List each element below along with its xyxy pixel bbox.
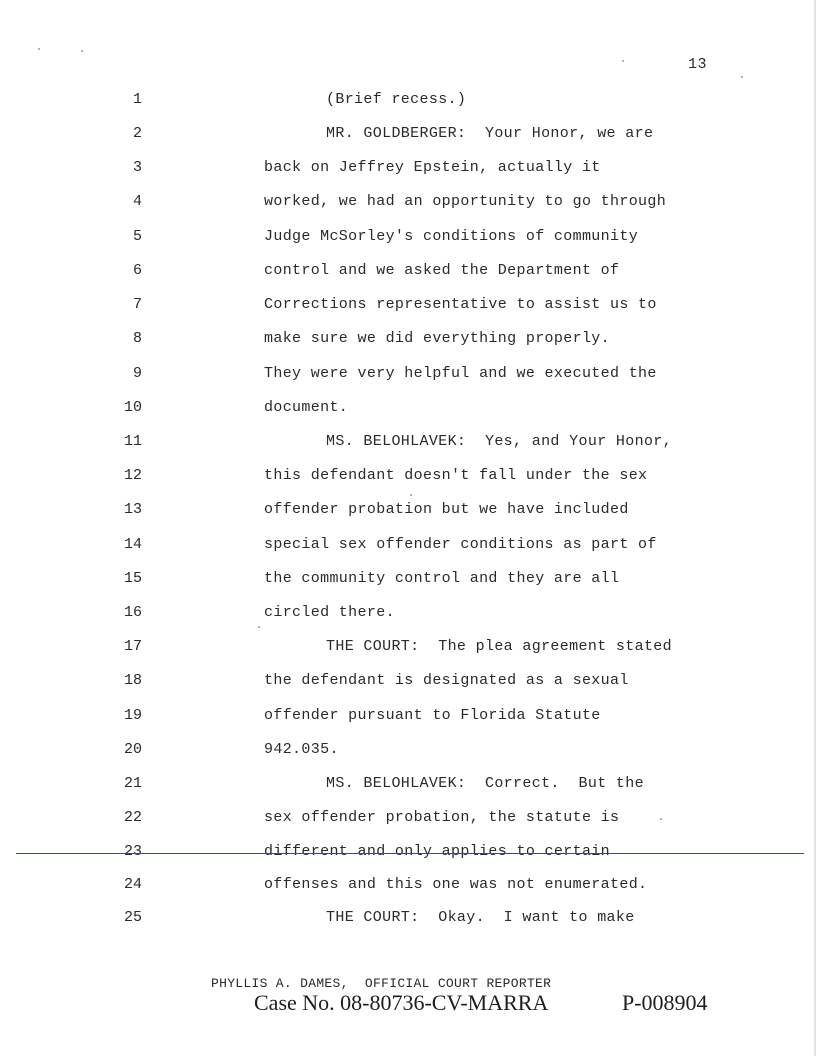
transcript-line	[0, 431, 816, 453]
line-number: 3	[132, 159, 142, 176]
line-number: 16	[123, 604, 142, 621]
transcript-line	[0, 636, 816, 658]
line-number: 14	[123, 536, 142, 553]
line-text: the defendant is designated as a sexual	[264, 672, 629, 689]
line-text: the community control and they are all	[264, 570, 620, 587]
line-text: MR. GOLDBERGER: Your Honor, we are	[326, 125, 654, 142]
line-text: Judge McSorley's conditions of community	[264, 228, 639, 245]
line-text: offender probation but we have included	[264, 501, 629, 518]
line-text: sex offender probation, the statute is	[264, 809, 620, 826]
line-text: control and we asked the Department of	[264, 262, 620, 279]
line-text: THE COURT: The plea agreement stated	[326, 638, 673, 655]
line-text: document.	[264, 399, 349, 416]
line-text: offenses and this one was not enumerated.	[264, 876, 648, 893]
transcript-line	[0, 465, 816, 487]
scan-speck	[410, 494, 412, 496]
transcript-line	[0, 907, 816, 929]
line-text: MS. BELOHLAVEK: Correct. But the	[326, 775, 644, 792]
transcript-line	[0, 191, 816, 213]
transcript-line	[0, 499, 816, 521]
transcript-line	[0, 841, 816, 863]
transcript-line	[0, 705, 816, 727]
transcript-line	[0, 123, 816, 145]
transcript-line	[0, 328, 816, 350]
transcript-line	[0, 260, 816, 282]
line-number: 25	[123, 909, 142, 926]
line-text: 942.035.	[264, 741, 339, 758]
transcript-line	[0, 294, 816, 316]
line-text: back on Jeffrey Epstein, actually it	[264, 159, 601, 176]
line-text: different and only applies to certain	[264, 843, 611, 860]
line-text: THE COURT: Okay. I want to make	[326, 909, 635, 926]
transcript-line	[0, 739, 816, 761]
transcript-line	[0, 874, 816, 896]
line-text: make sure we did everything properly.	[264, 330, 611, 347]
line-number: 5	[132, 228, 142, 245]
line-text: worked, we had an opportunity to go through	[264, 193, 667, 210]
line-number: 7	[132, 296, 142, 313]
transcript-line	[0, 807, 816, 829]
line-text: (Brief recess.)	[326, 91, 467, 108]
line-number: 22	[123, 809, 142, 826]
transcript-line	[0, 363, 816, 385]
line-text: They were very helpful and we executed the	[264, 365, 657, 382]
case-number-stamp: Case No. 08-80736-CV-MARRA	[254, 990, 549, 1015]
line-number: 19	[123, 707, 142, 724]
scan-speck	[741, 76, 743, 78]
line-number: 20	[123, 741, 142, 758]
line-number: 4	[132, 193, 142, 210]
transcript-line	[0, 157, 816, 179]
transcript-line	[0, 89, 816, 111]
line-number: 11	[123, 433, 142, 450]
transcript-line	[0, 568, 816, 590]
line-number: 6	[132, 262, 142, 279]
line-number: 10	[123, 399, 142, 416]
line-text: Corrections representative to assist us to	[264, 296, 657, 313]
line-number: 12	[123, 467, 142, 484]
scan-speck	[660, 818, 662, 820]
line-number: 15	[123, 570, 142, 587]
line-number: 24	[123, 876, 142, 893]
line-number: 13	[123, 501, 142, 518]
transcript-line	[0, 602, 816, 624]
line-text: circled there.	[264, 604, 395, 621]
line-number: 17	[123, 638, 142, 655]
transcript-line	[0, 226, 816, 248]
scan-speck	[81, 50, 83, 52]
scan-speck	[622, 60, 624, 62]
transcript-line	[0, 534, 816, 556]
line-number: 2	[132, 125, 142, 142]
line-number: 9	[132, 365, 142, 382]
transcript-line	[0, 773, 816, 795]
scan-speck	[38, 48, 40, 50]
line-number: 8	[132, 330, 142, 347]
line-text: MS. BELOHLAVEK: Yes, and Your Honor,	[326, 433, 673, 450]
line-number: 21	[123, 775, 142, 792]
line-number: 1	[132, 91, 142, 108]
bates-number-stamp: P-008904	[622, 990, 708, 1015]
line-number: 18	[123, 672, 142, 689]
line-number: 23	[123, 843, 142, 860]
line-text: offender pursuant to Florida Statute	[264, 707, 601, 724]
line-text: special sex offender conditions as part of	[264, 536, 657, 553]
court-reporter-footer: PHYLLIS A. DAMES, OFFICIAL COURT REPORTER	[211, 976, 552, 991]
transcript-line	[0, 397, 816, 419]
line-text: this defendant doesn't fall under the sex	[264, 467, 648, 484]
strikethrough-rule	[16, 853, 804, 854]
scan-speck	[258, 626, 260, 628]
page-number: 13	[688, 56, 708, 73]
transcript-line	[0, 670, 816, 692]
